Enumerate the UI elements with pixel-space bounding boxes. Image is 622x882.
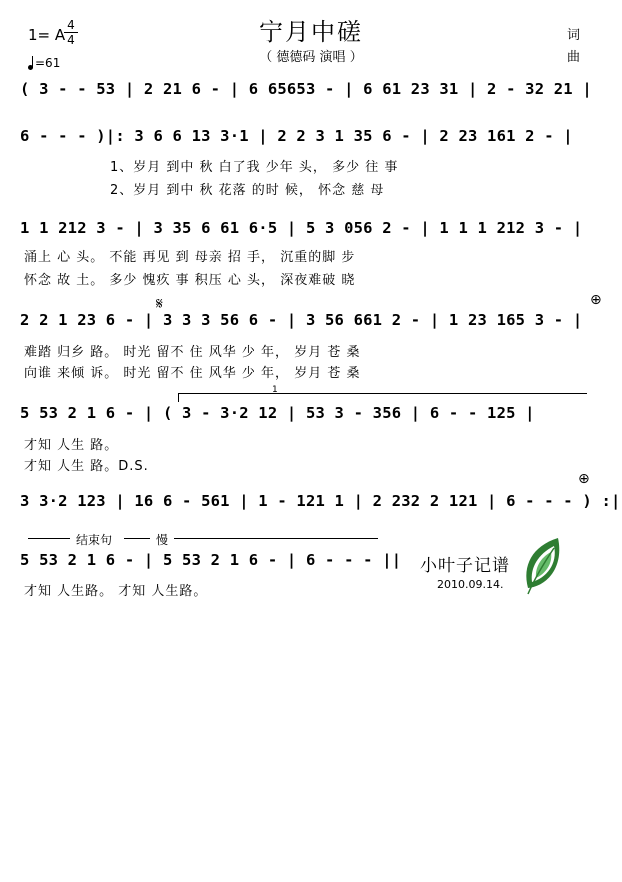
lyrics-verse1-line-3: 涌上 心 头。 不能 再见 到 母亲 招 手， 沉重的脚 步 bbox=[24, 250, 356, 265]
time-signature bbox=[64, 19, 78, 46]
composer-label: 曲 bbox=[567, 50, 581, 65]
time-sig-top: 4 bbox=[67, 18, 75, 32]
lyrics-verse1-line-4: 难踏 归乡 路。 时光 留不 住 风华 少 年， 岁月 苍 桑 bbox=[24, 345, 361, 360]
volta-number: 1 bbox=[272, 385, 278, 395]
melody-line-4: 2 2 1 23 6 - | 3 3 3 56 6 - | 3 56 661 2 - | 1 23 165 3 - | bbox=[20, 311, 583, 329]
lyrics-verse1-line-5: 才知 人生 路。 bbox=[24, 438, 119, 453]
performer-credit: （ 德德码 演唱 ） bbox=[259, 50, 363, 65]
lyrics-verse2-line-4: 向谁 来倾 诉。 时光 留不 住 风华 少 年， 岁月 苍 桑 bbox=[24, 366, 361, 381]
lyrics-verse2-line-2: 2、岁月 到中 秋 花落 的时 候， 怀念 慈 母 bbox=[110, 183, 385, 198]
melody-line-6: 3 3·2 123 | 16 6 - 561 | 1 - 121 1 | 2 232 2 121 | 6 - - - ) :| bbox=[20, 492, 621, 510]
transcriber-signature: 小叶子记谱 bbox=[420, 556, 510, 576]
tempo-marking bbox=[28, 56, 60, 70]
time-sig-bottom: 4 bbox=[67, 33, 75, 47]
ending-label: 结束句 bbox=[76, 533, 113, 547]
leaf-icon bbox=[518, 536, 566, 596]
transcription-date: 2010.09.14. bbox=[437, 578, 504, 591]
coda-sign: ⊕ bbox=[590, 292, 602, 308]
tempo-value: =61 bbox=[35, 56, 61, 70]
lyrics-line-7: 才知 人生路。 才知 人生路。 bbox=[24, 584, 208, 599]
lyrics-verse2-line-3: 怀念 故 土。 多少 愧疚 事 积压 心 头， 深夜难破 晓 bbox=[24, 273, 356, 288]
coda-sign-2: ⊕ bbox=[578, 471, 590, 487]
melody-line-5: 5 53 2 1 6 - | ( 3 - 3·2 12 | 53 3 - 356 | 6 - - 125 | bbox=[20, 404, 535, 422]
melody-line-1: ( 3 - - 53 | 2 21 6 - | 6 65653 - | 6 61 23 31 | 2 - 32 21 | bbox=[20, 80, 592, 98]
lyrics-verse2-line-5: 才知 人生 路。D.S. bbox=[24, 459, 149, 474]
melody-line-7: 5 53 2 1 6 - | 5 53 2 1 6 - | 6 - - - || bbox=[20, 551, 402, 569]
volta-bracket bbox=[178, 393, 587, 402]
quarter-note-icon bbox=[28, 65, 33, 70]
segno-sign: 𝄋 bbox=[156, 294, 163, 313]
lyricist-label: 词 bbox=[567, 28, 581, 43]
song-title: 宁月中磋 bbox=[259, 18, 363, 46]
key-signature: 1= A bbox=[28, 26, 66, 44]
lyrics-verse1-line-2: 1、岁月 到中 秋 白了我 少年 头， 多少 往 事 bbox=[110, 160, 399, 175]
melody-line-2: 6 - - - )|: 3 6 6 13 3·1 | 2 2 3 1 35 6 - | 2 23 161 2 - | bbox=[20, 127, 573, 145]
melody-line-3: 1 1 212 3 - | 3 35 6 61 6·5 | 5 3 056 2 - | 1 1 1 212 3 - | bbox=[20, 219, 583, 237]
slow-label: 慢 bbox=[156, 533, 169, 547]
